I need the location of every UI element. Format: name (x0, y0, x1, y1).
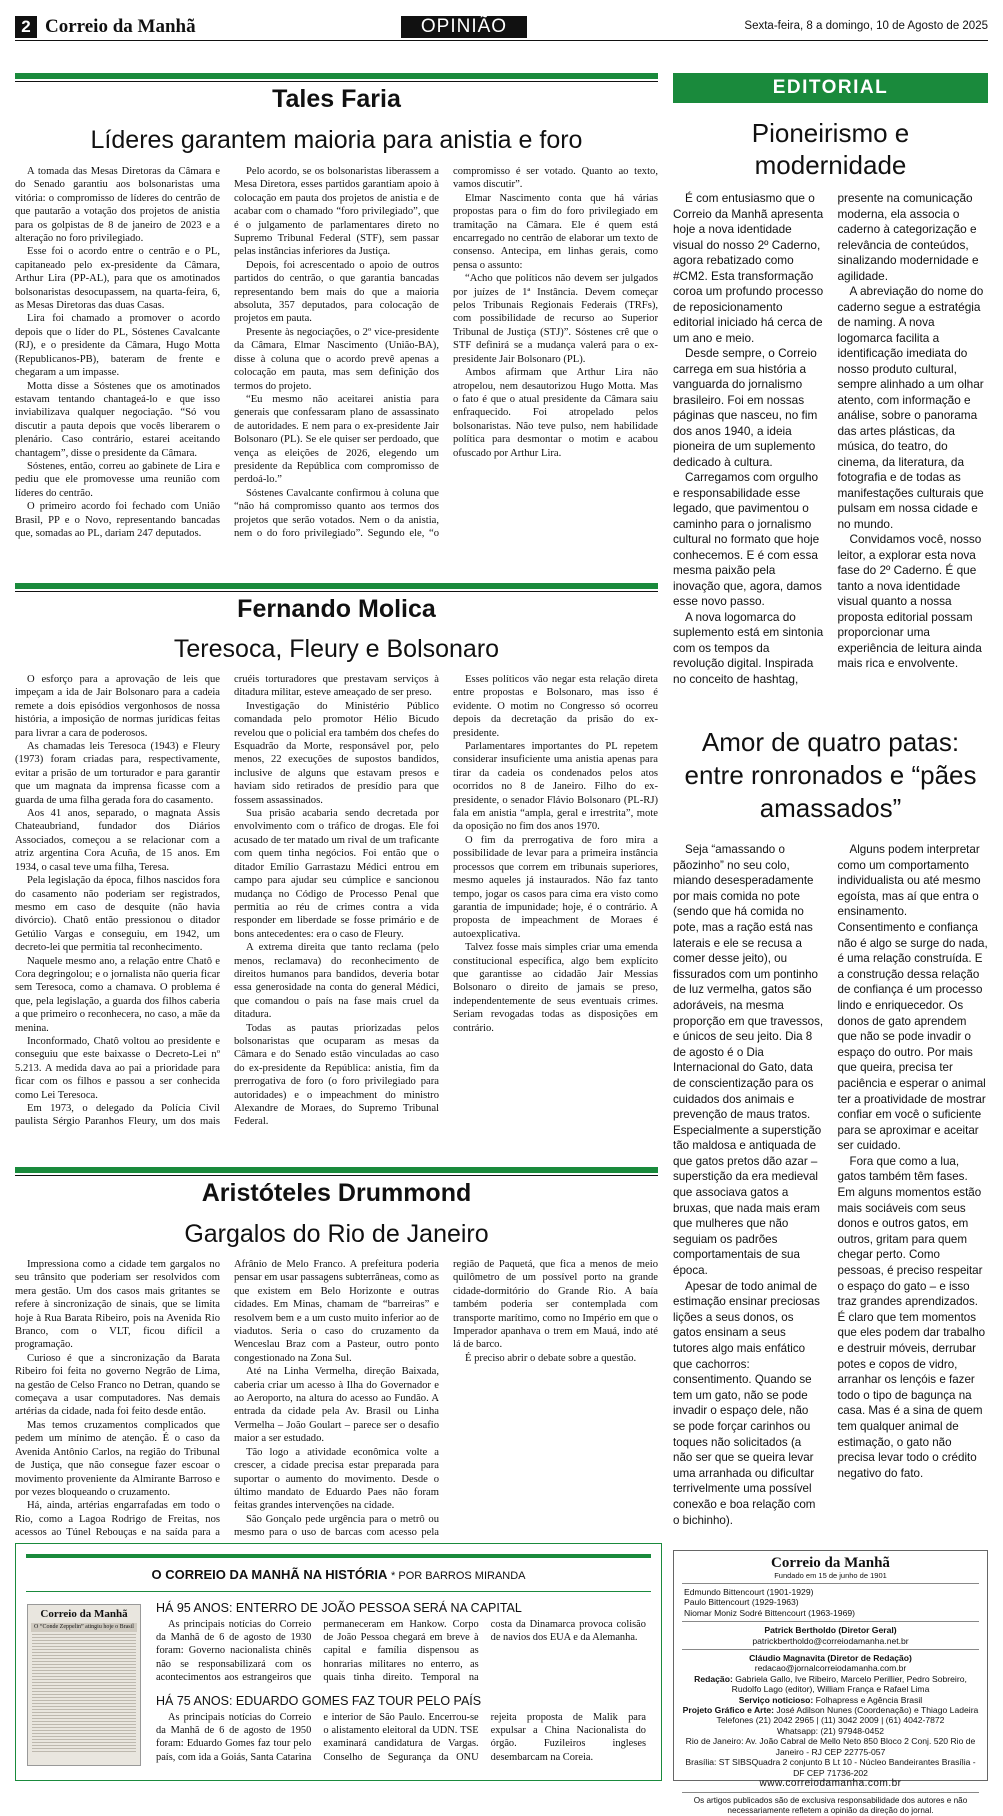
paragraph: Fora que como a lua, gatos também têm fases. Em alguns momentos estão mais sociáveis com seus donos e outros gatos, em outros, gritam para quem chegar perto. Como pessoas, é preciso respeitar o espaço do gato – e isso traz grandes aprendizados. É claro que tem momentos que eles podem dar trabalho e destruir móveis, derrubar potes e copos de vidro, arranhar os lençóis e fazer todo o tipo de bagunça na casa. Mas é a sina de quem tem qualquer animal de estimação, o gato não precisa levar todo o crédito negativo do fato. (837, 1154, 986, 1480)
director-name: Patrick Bertholdo (Diretor Geral) (764, 1625, 897, 1636)
paragraph: As chamadas leis Teresoca (1943) e Fleury (1973) foram criadas para, respectivamente, evitar a prisão de um torturador e para garantir que um magnata da imprensa ficasse com a guarda de uma filha gerada fora do casamento. (15, 741, 220, 806)
paragraph: Inconformado, Chatô voltou ao presidente e conseguiu que este baixasse o Decreto-Lei nº 5.213. A medida dava ao pai a prioridade para ficar com os filhos e passou a ser conhecida como Lei Teresoca. (15, 1035, 220, 1101)
paragraph: A tomada das Mesas Diretoras da Câmara e do Senado garantiu aos bolsonaristas uma vitória: o compromisso de líderes do centrão de que pautarão a votação dos projetos de anistia para os golpistas de 8 de janeiro de 2023 e a alteração no foro privilegiado. (15, 166, 220, 245)
article-author: Aristóteles Drummond (201, 1179, 472, 1207)
paragraph: Parlamentares importantes do PL repetem considerar insuficiente uma anistia apenas para tirar da cadeia os condenados pelos atos ocorridos no 8 de Janeiro. Filho do ex-presidente, o senador Flávio Bolsonaro (PL-RJ) fala em anistia “ampla, geral e irrestrita”, mote da oposição no fim dos anos 1970. (453, 741, 658, 833)
issue-date: Sexta-feira, 8 a domingo, 10 de Agosto de 2025 (744, 20, 988, 32)
paragraph: A extrema direita que tanto reclama (pelo menos, reclamava) do reconhecimento de direitos humanos para bandidos, deveria botar essa generosidade na conta do general Médici, que comandou o país na fase mais cruel da ditadura. (234, 942, 439, 1021)
article-rule-green (15, 73, 658, 79)
founder: Niomar Moniz Sodré Bittencourt (1963-1969) (684, 1607, 856, 1618)
staff-line-value: Gabriela Gallo, Ive Ribeiro, Marcelo Perillier, Pedro Sobreiro, Rudolfo Lago (editor), William França e Rafael Lima (731, 1673, 967, 1695)
section-label: OPINIÃO (401, 16, 527, 38)
article-rule-green (15, 583, 658, 589)
masthead-name: Correio da Manhã (771, 1555, 890, 1571)
article-rule-thin (15, 81, 658, 82)
paragraph: Há, ainda, artérias engarrafadas em todo o Rio, como a Lagoa Rodrigo de Freitas, nos acessos ao Túnel Rebouças e na saída para a Afrânio de Melo Franco. A prefeitura poderia pensar em usar passagens subterrâneas, como as que existem em Belo Horizonte e outras cidades. Em Minas, chamam de “barreiras” e resolvem bem e a um custo muito inferior ao de viadutos. Seria o caso do cruzamento da Wenceslau Braz com a Pasteur, outro ponto congestionado na Zona Sul. (15, 1259, 439, 1539)
article-body (15, 165, 658, 545)
masthead-disclaimer: Os artigos publicados são de exclusiva responsabilidade dos autores e não necessariamente refletem a opinião da direção do jornal. (693, 1796, 968, 1815)
staff-line-value: José Adilson Nunes (Coordenação) e Thiago Ladeira (776, 1705, 979, 1716)
paragraph: Depois, foi acrescentado o apoio de outros partidos do centrão, o que garantia bancadas representando bem mais do que a maioria absoluta, 357 deputados, para colocação de projetos em pauta. (234, 259, 439, 325)
old-newspaper-image (27, 1604, 141, 1766)
paragraph: Desde sempre, o Correio carrega em sua história a vanguarda do jornalismo brasileiro. Foi em nossas páginas que nasceu, no fim dos anos 1940, a ideia pioneira de um suplemento dedicado à cultura. (673, 346, 818, 469)
masthead-rule (682, 1792, 979, 1793)
old-newspaper-headline: O “Conde Zeppelin” atingiu hoje o Brasil (31, 1623, 137, 1632)
old-newspaper-masthead: Correio da Manhã (40, 1608, 128, 1620)
article-rule-thin (15, 1175, 658, 1176)
history-box (15, 1543, 662, 1781)
paragraph: “Eu mesmo não aceitarei anistia para generais que confessaram plano de assassinato de autoridades. E nem para o ex-presidente Jair Bolsonaro (PL). Se ele quiser ser perdoado, que vença as eleições de 2026, elegendo um presidente da República com compromisso de perdoá-lo.” (234, 393, 439, 486)
editorial-body (673, 191, 988, 697)
paragraph: Em 1973, o delegado da Polícia Civil paulista Sérgio Paranhos Fleury, um dos mais cruéis torturadores que prestavam serviços à ditadura militar, esteve ameaçado de ser preso. (15, 674, 439, 1128)
history-box-mid-rule (26, 1591, 651, 1592)
paragraph: Talvez fosse mais simples criar uma emenda constitucional específica, algo bem explícito que garantisse ao cidadão Jair Messias Bolsonaro o direito de jamais se preso, independentemente de seus eventuais crimes. Seriam revogadas todas as disposições em contrário. (453, 942, 658, 1034)
article-body (15, 1258, 658, 1548)
paragraph: O primeiro acordo foi fechado com União Brasil, PP e o Novo, representando bancadas que, somadas ao PL, dariam 247 deputados. (15, 501, 220, 539)
article-body (15, 673, 658, 1149)
old-newspaper-columns (32, 1634, 136, 1752)
paragraph: Lira foi chamado a promover o acordo depois que o líder do PL, Sóstenes Cavalcante (RJ), e o presidente da Câmara, Hugo Motta (Republicanos-PB), bateram de frente e chegaram a um impasse. (15, 313, 220, 379)
paragraph: Aos 41 anos, separado, o magnata Assis Chateaubriand, fundador dos Diários Associados, começou a se relacionar com a atriz argentina Cora Acuña, de 15 anos. Em 1934, o casal teve uma filha, Teresa. (15, 808, 220, 873)
address-brasilia: Brasília: ST SIBSQuadra 2 conjunto B Lt 10 - Núcleo Bandeirantes Brasília - DF CEP 71736-202 (685, 1757, 976, 1778)
paragraph: Seja “amassando o pãozinho” no seu colo, miando desesperadamente por mais comida no pote (sendo que há comida no pote, mas a ração está nas laterais e ele se recusa a comer desse jeito), ou fissurados com um pontinho de luz vermelha, gatos são adoráveis, na mesma proporção em que travessos, e únicos de seu jeito. Dia 8 de agosto é o Dia Internacional do Gato, data de conscientização para os cuidados dos animais e prevenção de maus tratos. Especialmente a superstição tão maldosa e antiquada de que gatos pretos dão azar – superstição da era medieval que associava gatos a bruxas, que nada mais eram que mulheres que não seguiam os padrões comportamentais de sua época. (673, 843, 824, 1278)
paragraph: Esses políticos vão negar esta relação direta entre propostas e Bolsonaro, mas isso é evidente. O motim no Congresso só ocorreu depois da decretação da prisão do ex-presidente. (453, 674, 658, 739)
paragraph: Sua prisão acabaria sendo decretada por envolvimento com o tráfico de drogas. Ele foi acusado de ter matado um rival de um traficante com quem tinha negócios. Foi então que o ditador Emílio Garrastazu Médici entrou em campo para ajudar seu cúmplice e sancionou mudança no Código de Processo Penal que permitia ao réu de crimes contra a vida responder em liberdade se fosse primário e de bons antecedentes: era o caso de Fleury. (234, 808, 439, 940)
paragraph: O fim da prerrogativa de foro mira a possibilidade de levar para a primeira instância processos que correm em tribunais superiores, mesmo aqueles já instaurados. Não faz tanto tempo, jogar os casos para cima era visto como garantia de impunidade; hoje, é o contrário. A proposta de impeachment de Moraes é autoexplicativa. (453, 834, 658, 940)
masthead-box (673, 1550, 988, 1815)
paragraph: Sóstenes Cavalcante confirmou à coluna que “não há compromisso quanto aos termos dos projetos que serão votados. Nem o da anistia, nem o do foro privilegiado”. Segundo ele, “o compromisso é ser votado. Quanto ao texto, vamos discutir”. (234, 166, 658, 539)
history-item-text: As principais notícias do Correio da Manhã de 6 de agosto de 1950 foram: Eduardo Gomes faz tour pelo país, com ida a Goiás, Santa Catarina e interior de São Paulo. Encerrou-se o alistamento eleitoral da UDN. TSE examinará candidatura de Vargas. Conselho de Segurança da ONU rejeita proposta de Malik para expulsar a China Nacionalista do órgão. Fuzileiros ingleses desembarcam na Coreia. (156, 1712, 646, 1763)
paragraph: É com entusiasmo que o Correio da Manhã apresenta hoje a nova identidade visual do nosso 2º Caderno, agora rebatizado como #CM2. Esta transformação coroa um profundo processo de reposicionamento editorial iniciado há cerca de um ano e meio. (673, 191, 824, 345)
paragraph: Esse foi o acordo entre o centrão e o PL, capitaneado pelo ex-presidente da Câmara, Arthur Lira (PP-AL), para que os amotinados bolsonaristas desocupassem, na quarta-feira, 6, as Mesas Diretoras das duas Casas. (15, 246, 220, 312)
website-link[interactable]: www.correiodamanha.com.br (759, 1777, 902, 1789)
paragraph: Apesar de todo animal de estimação ensinar preciosas lições a seus donos, os gatos ensinam a seus tutores algo mais enfático que cachorros: consentimento. Quando se tem um gato, não se pode invadir o espaço dele, não se pode forçar carinhos ou toques não solicitados (a não ser que se queira levar uma arranhada ou dificultar terrivelmente uma possível conexão e boa relação com o bichinho). (673, 1279, 820, 1527)
paragraph: Tão logo a atividade econômica volte a crescer, a cidade precisa estar preparada para suportar o aumento do movimento. Desde o último mandato de Eduardo Paes não foram feitas grandes intervenções na cidade. (234, 1446, 439, 1512)
history-item-heading: HÁ 95 ANOS: ENTERRO DE JOÃO PESSOA SERÁ NA CAPITAL (156, 1601, 522, 1615)
paragraph: Até na Linha Vermelha, direção Baixada, caberia criar um acesso à Ilha do Governador e ao Aeroporto, na altura do acesso ao Fundão. A entrada da cidade pela Av. Brasil ou Linha Vermelha – João Goulart – parece ser o desafio maior a ser estudado. (234, 1366, 439, 1445)
paragraph: Pelo acordo, se os bolsonaristas liberassem a Mesa Diretora, esses partidos garantiam apoio à colocação em pauta dos projetos de anistia e de acabar com o chamado “foro privilegiado”, que é o julgamento de parlamentares direto no Supremo Tribunal Federal (STF), sem passar pelas instâncias inferiores da Justiça. (234, 166, 439, 258)
editor-email[interactable]: redacao@jornalcorreiodamanha.com.br (754, 1663, 907, 1674)
paragraph: Impressiona como a cidade tem gargalos no seu trânsito que poderiam ser resolvidos com mera gestão. Um dos casos mais gritantes se refere à sincronização de sinais, que se limita hoje à Rua Barata Ribeiro, pois na Avenida Rio Branco, com o VLT, ficou difícil a programação. (15, 1259, 220, 1351)
masthead-rule (682, 1649, 979, 1650)
staff-line (680, 1695, 981, 1705)
page-number: 2 (15, 16, 37, 38)
paragraph: São Gonçalo pede urgência para o metrô ou mesmo para o uso de barcas com acesso pela região de Paquetá, que fica a menos de meio quilômetro de um possível porto na grande cidade-dormitório do Grande Rio. A baía também poderia ser contemplada com transporte marítimo, como no Império em que o Imperador apanhava o trem em Mauá, indo até lá de barco. (234, 1259, 658, 1539)
article-author: Tales Faria (272, 85, 401, 113)
article-title: Líderes garantem maioria para anistia e foro (90, 126, 583, 154)
paragraph: Naquele mesmo ano, a relação entre Chatô e Cora degringolou; e o jornalista não queria ficar sem Teresoca, como a chamava. O problema é que, pela legislação, a guarda dos filhos caberia a que primeiro o reconhecera, no caso, a mãe da menina. (15, 955, 220, 1034)
article-author: Fernando Molica (237, 595, 436, 623)
editor-block (674, 1653, 987, 1789)
paragraph: Todas as pautas priorizadas pelos bolsonaristas que ocuparam as mesas da Câmara e do Senado estão vinculadas ao caso do ex-presidente da República: anistia, fim da prerrogativa de foro (o foro privilegiado para autoridades) e o impeachment do ministro Alexandre de Moraes, do Supremo Tribunal Federal. (234, 1022, 439, 1128)
paragraph: Mas temos cruzamentos complicados que pedem um mínimo de atenção. É o caso da Avenida Antônio Carlos, na região do Tribunal de Justiça, que não consegue fazer escoar o movimento proveniente da Almirante Barroso e por vezes bloqueando o cruzamento. (15, 1419, 220, 1498)
paragraph: Motta disse a Sóstenes que os amotinados estavam tentando chantageá-lo e que isso inviabilizava qualquer negociação. “Só vou discutir a pauta depois que vocês liberarem o plenário. Caso contrário, estarei aceitando chantagem”, disse o presidente da Câmara. (15, 380, 220, 459)
masthead-founded: Fundado em 15 de junho de 1901 (774, 1571, 887, 1580)
paragraph: Sóstenes, então, correu ao gabinete de Lira e pediu que ele promovesse uma reunião com líderes do centrão. (15, 460, 220, 499)
paragraph: Elmar Nascimento conta que há várias propostas para o fim do foro privilegiado em tramitação na Câmara. Ele é quem está encarregado no centrão de elaborar um texto de consenso. Antecipa, em linhas gerais, como pensa o assunto: (453, 192, 658, 271)
staff-line (680, 1674, 981, 1695)
paragraph: Convidamos você, nosso leitor, a explorar esta nova fase do 2º Caderno. É que tanto a nova identidade visual quanto a nossa proposta editorial possam proporcionar uma experiência de leitura ainda mais rica e envolvente. (837, 532, 982, 670)
staff-line-label: Projeto Gráfico e Arte: (682, 1705, 775, 1716)
paragraph: A nova logomarca do suplemento está em sintonia com os tempos da revolução digital. Inspirada no conceito de hashtag, presente na comunicação moderna, ela associa o caderno à categorização e relevância de conteúdos, sinalizando modernidade e agilidade. (673, 191, 979, 686)
paper-name: Correio da Manhã (45, 16, 196, 37)
paragraph: A abreviação do nome do caderno segue a estratégia de naming. A nova logomarca facilita a identificação imediata do nosso produto cultural, sempre alinhado a um olhar atento, com informação e análise, sobre o panorama das artes plásticas, da música, do teatro, do cinema, da literatura, da fotografia e de todas as manifestações culturais que pulsam em nossa cidade e no mundo. (837, 284, 984, 531)
history-item-text: As principais notícias do Correio da Manhã de 6 de agosto de 1930 foram: Governo nacionalista chinês não se responsabilizará com os acontecimentos aos estrangeiros que permaneceram em Hankow. Corpo de João Pessoa chegará em breve à capital e família dispensou as honrarias militares no enterro, as quais tinha direito. Temporal na costa da Dinamarca provoca colisão de navios dos EUA e da Alemanha. (156, 1619, 646, 1683)
editor-name: Cláudio Magnavita (Diretor de Redação) (749, 1653, 912, 1664)
history-box-top-rule (26, 1554, 651, 1558)
whatsapp-line: Whatsapp: (21) 97948-0452 (776, 1725, 884, 1736)
paragraph: Carregamos com orgulho e responsabilidade esse legado, que pavimentou o caminho para o jornalismo cultural no formato que hoje conhecemos. E é com essa mesma paixão pela inovação que, agora, damos esse novo passo. (673, 470, 822, 608)
article-title: Teresoca, Fleury e Bolsonaro (173, 635, 500, 663)
founder: Paulo Bittencourt (1929-1963) (684, 1597, 799, 1608)
paragraph: “Acho que políticos não devem ser julgados por juízes de 1ª Instância. Devem começar pelos Tribunais Regionais Federais (TRFs), com possibilidade de recurso ao Superior Tribunal de Justiça (STJ)”. Sóstenes crê que o STF definirá se a mudança valerá para o ex-presidente Jair Bolsonaro (PL). (453, 273, 658, 365)
founder: Edmundo Bittencourt (1901-1929) (684, 1587, 814, 1597)
paragraph: É preciso abrir o debate sobre a questão. (465, 1352, 637, 1364)
history-title (16, 1567, 661, 1582)
staff-line-label: Serviço noticioso: (738, 1694, 814, 1705)
director-email[interactable]: patrickbertholdo@correiodamanha.net.br (752, 1635, 909, 1646)
article-title: Gargalos do Rio de Janeiro (184, 1220, 489, 1248)
paragraph: Presente às negociações, o 2º vice-presidente da Câmara, Elmar Nascimento (União-BA), disse à coluna que o acordo prevê apenas a colocação em pauta, mas sem definição dos termos do projeto. (234, 326, 439, 392)
paragraph: Alguns podem interpretar como um comportamento individualista ou até mesmo egoísta, mas aí que entra o ensinamento. Consentimento e confiança não é algo se surge do nada, é uma relação construída. E a construção dessa relação de confiança é um processo lindo e enriquecedor. Os donos de gato aprendem que não se pode invadir o espaço do outro. Por mais que queira, precisa ter paciência e esperar o animal ter a proatividade de mostrar confiar em você o suficiente para se aproximar e aceitar ser cuidado. (837, 843, 988, 1153)
founders-list (674, 1587, 987, 1618)
masthead-rule (682, 1621, 979, 1622)
article-title: Amor de quatro patas: entre ronronados e “pães amassados” (684, 727, 977, 823)
article-rule-thin (15, 591, 658, 592)
article-rule-green (15, 1167, 658, 1173)
header-rule (15, 40, 988, 41)
paragraph: O esforço para a aprovação de leis que impeçam a ida de Jair Bolsonaro para a cadeia remete a dois episódios vergonhosos de nossa história, a imposição de normas jurídicas feitas para livrar a cara de poderosos. (15, 674, 220, 739)
paragraph: Pela legislação da época, filhos nascidos fora do casamento não poderiam ser registrados, mesmo em caso de desquite (não havia divórcio). Chatô então pressionou o ditador Getúlio Vargas e conseguiu, em 1942, um decreto-lei que permitia tal reconhecimento. (15, 875, 220, 954)
paragraph: Curioso é que a sincronização da Barata Ribeiro foi feita no governo Negrão de Lima, na gestão de Celso Franco no Detran, quando se começava a usar computadores. Nas demais artérias da cidade, nada foi feito desde então. (15, 1352, 220, 1418)
history-byline: * POR BARROS MIRANDA (391, 1570, 526, 1582)
history-item-heading: HÁ 75 ANOS: EDUARDO GOMES FAZ TOUR PELO PAÍS (156, 1694, 482, 1708)
staff-line-value: Folhapress e Agência Brasil (815, 1694, 923, 1705)
paragraph: Investigação do Ministério Público comandada pelo promotor Hélio Bicudo revelou que o policial era também dos chefes do Esquadrão da Morte, responsável por, pelo menos, 22 execuções de supostos bandidos, inclusive de alguns que estavam presos e haviam sido retirados de presídio para que fossem assassinados. (234, 700, 439, 806)
page-header (15, 16, 988, 40)
director-block (674, 1625, 987, 1646)
editorial-label: EDITORIAL (673, 73, 988, 103)
address-rio: Rio de Janeiro: Av. João Cabral de Mello Neto 850 Bloco 2 Conj. 520 Rio de Janeiro - RJ CEP 22775-057 (685, 1736, 976, 1757)
editorial-title: Pioneirismo e modernidade (751, 118, 910, 180)
staff-line-label: Redação: (694, 1673, 733, 1684)
history-title-main: O CORREIO DA MANHÃ NA HISTÓRIA (151, 1567, 388, 1582)
staff-line (680, 1705, 981, 1715)
masthead-rule (682, 1583, 979, 1584)
article-body (673, 842, 988, 1547)
phone-line: Telefones (21) 2042 2965 | (11) 3042 2009 | (61) 4042-7872 (716, 1715, 945, 1726)
paragraph: Ambos afirmam que Arthur Lira não atropelou, nem desautorizou Hugo Motta. Mas o fato é que o atual presidente da Câmara saiu enfraquecido. Foi atropelado pelos bolsonaristas. Não teve pulso, nem habilidade política para desmontar o motim e acabou ofuscado por Arthur Lira. (453, 367, 658, 459)
